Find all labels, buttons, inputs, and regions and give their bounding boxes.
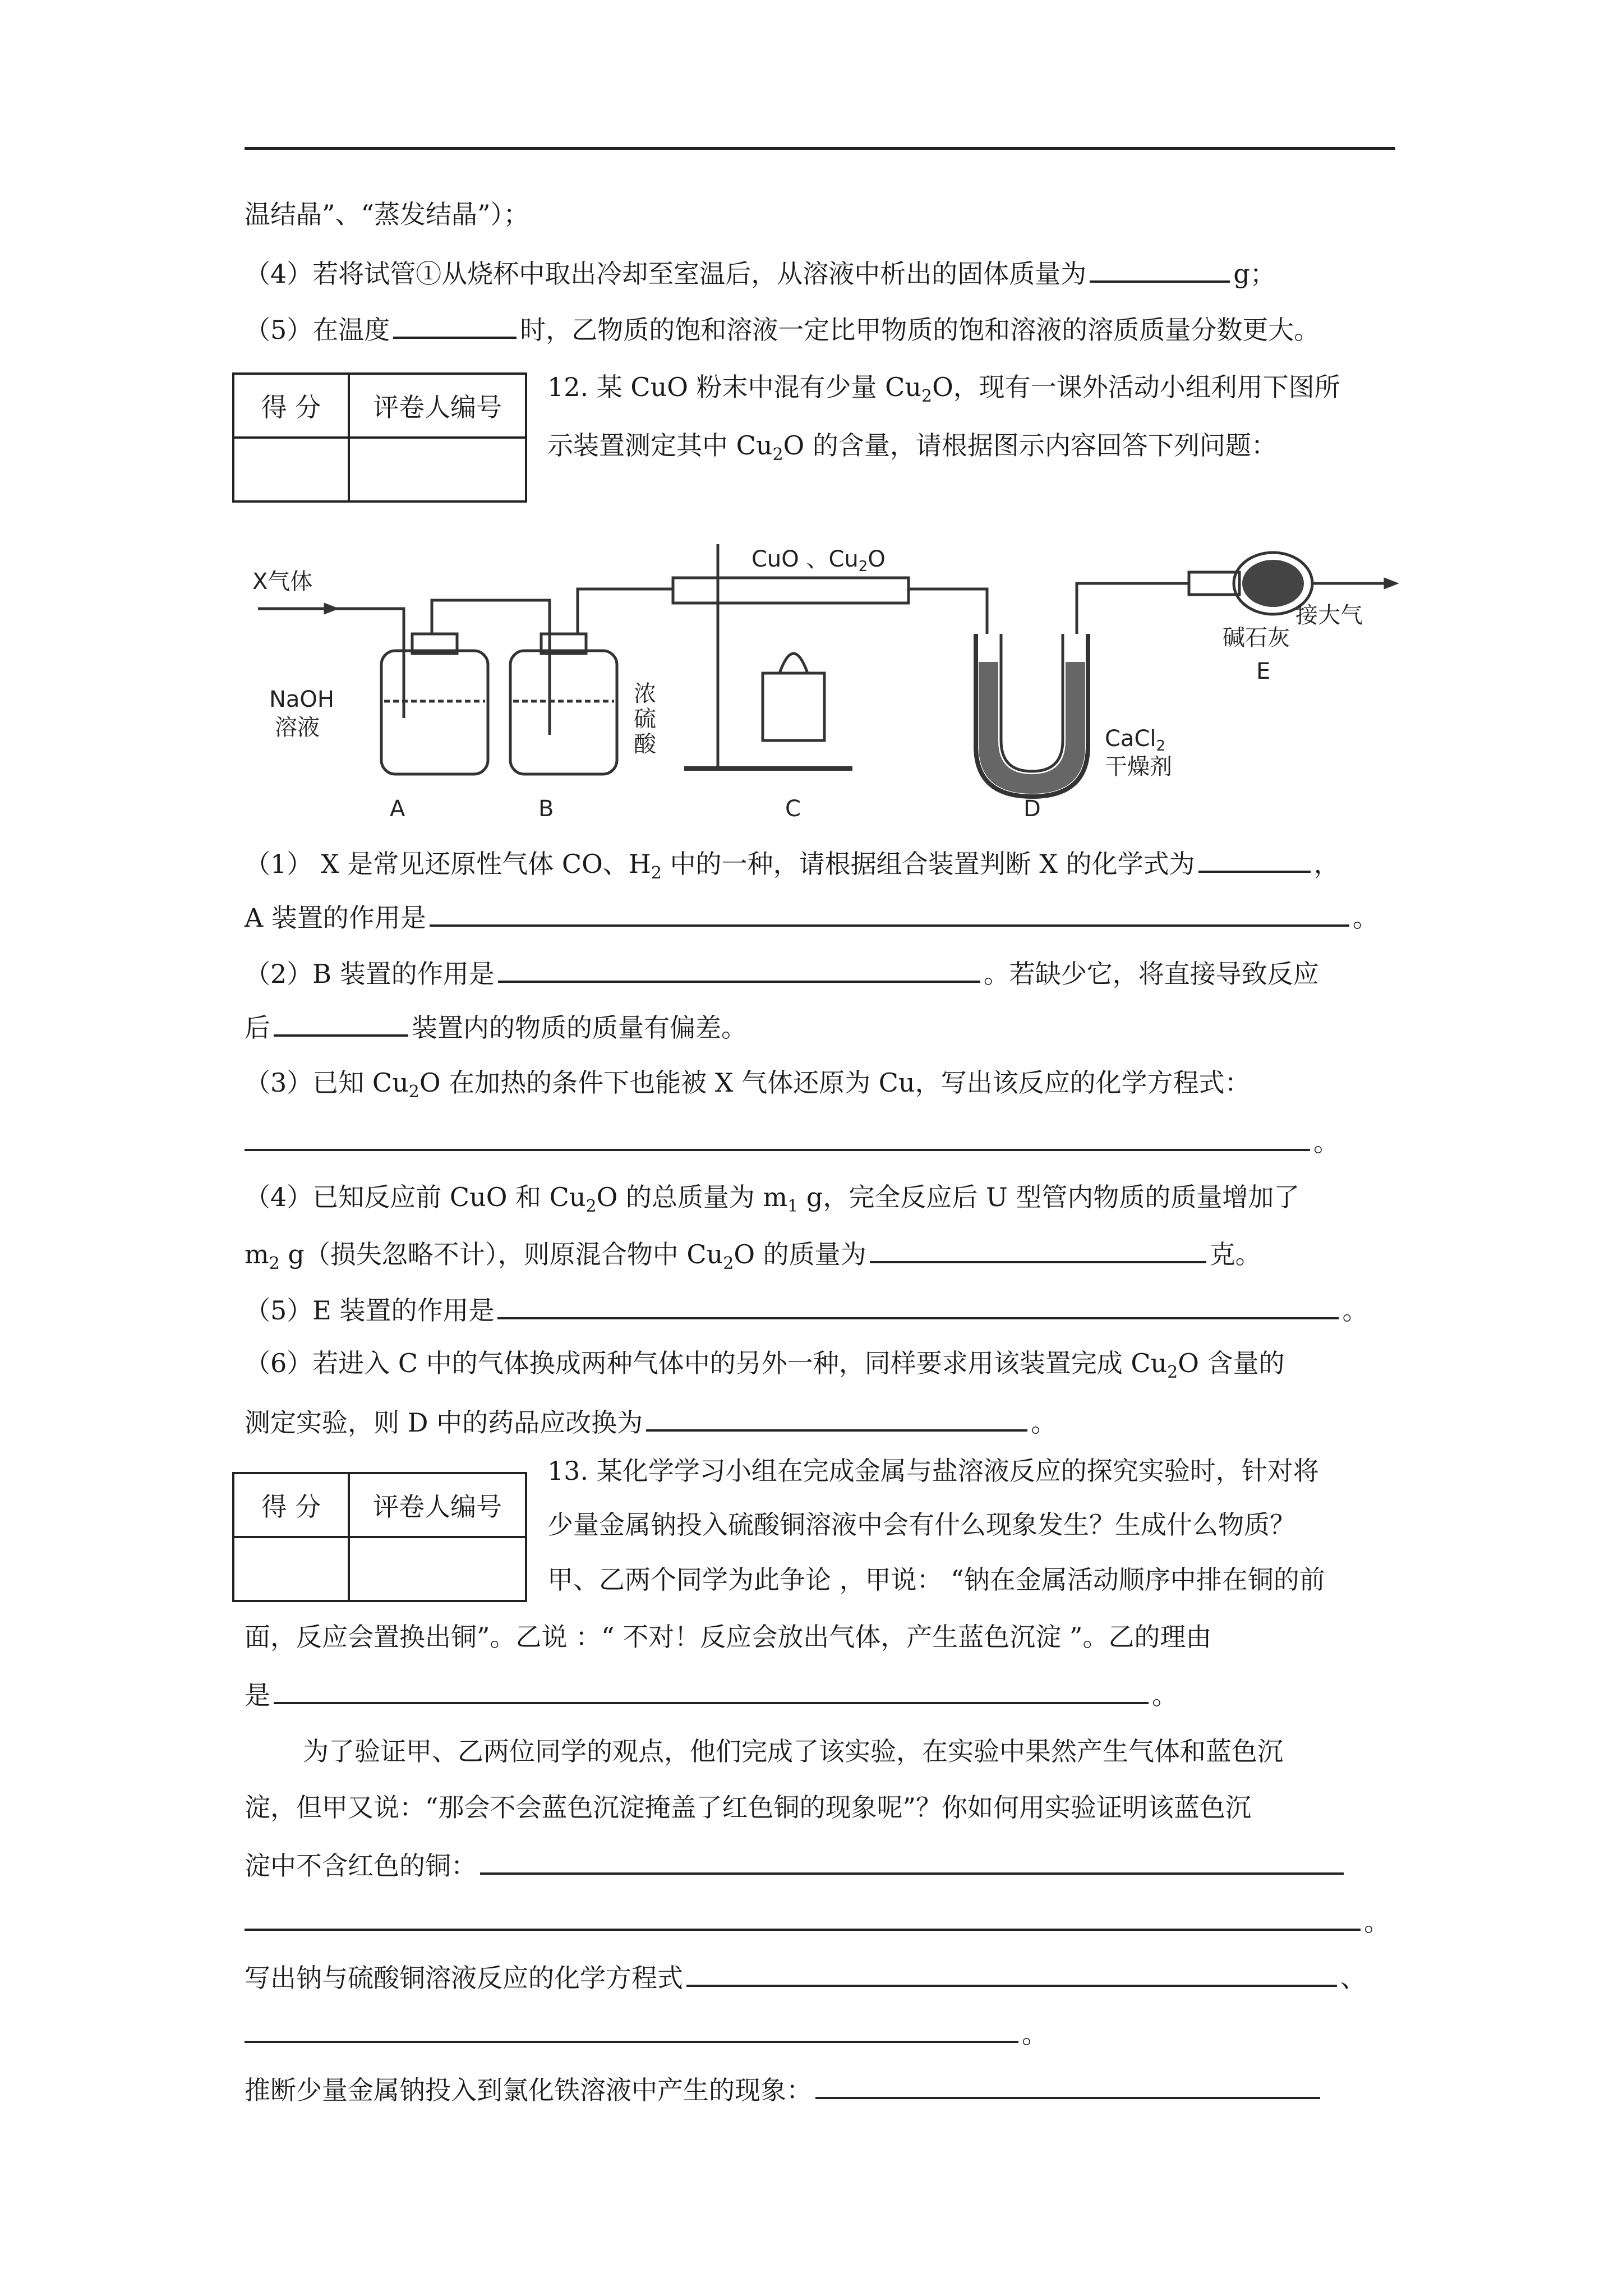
naoh-label-2: 溶液 — [275, 715, 320, 740]
gas-label: X气体 — [252, 569, 313, 595]
answer-blank[interactable] — [1198, 844, 1311, 873]
bottle-a — [381, 651, 488, 774]
grader-cell[interactable] — [349, 438, 526, 501]
q12-part-3: （3）已知 $Cu_2O$ 在加热的条件下也能被 X 气体还原为 Cu，写出该反应的化学方程式： — [245, 1068, 1251, 1102]
air-label: 接大气 — [1295, 602, 1363, 628]
label-b: B — [538, 796, 554, 822]
answer-blank[interactable] — [274, 1007, 408, 1037]
label-e: E — [1256, 659, 1271, 684]
q12-part-6b: 测定实验，则 D 中的药品应改换为 。 — [245, 1402, 1057, 1439]
q12-part-4: （4）已知反应前 CuO 和 $Cu_2O$ 的总质量为 $m_1$ g，完全反应后 U 型管内物质的质量增加了 — [245, 1182, 1300, 1217]
tube-b-out — [578, 589, 673, 634]
tube-d-out — [1077, 583, 1189, 634]
answer-blank[interactable] — [480, 1846, 1344, 1875]
text-line: （5）在温度 时，乙物质的饱和溶液一定比甲物质的饱和溶液的溶质质量分数更大。 — [245, 310, 1320, 347]
acid-label-1: 浓 — [634, 681, 656, 707]
answer-blank[interactable] — [815, 2070, 1320, 2099]
q12-part-5: （5）E 装置的作用是 。 — [245, 1290, 1368, 1327]
q13-line: 甲、乙两个同学为此争论 ，甲说： “钠在金属活动顺序中排在铜的前 — [547, 1565, 1325, 1595]
drying-tube-neck — [1189, 572, 1239, 595]
tube-a-out — [432, 600, 510, 634]
label-d: D — [1023, 796, 1041, 822]
score-cell[interactable] — [233, 1537, 349, 1601]
q13-line: 为了验证甲、乙两位同学的观点，他们完成了该实验，在实验中果然产生气体和蓝色沉 — [303, 1736, 1283, 1766]
answer-blank[interactable] — [245, 1902, 1361, 1931]
cacl2-label: CaCl$_2$ — [1105, 726, 1166, 754]
q12-part-6: （6）若进入 C 中的气体换成两种气体中的另外一种，同样要求用该装置完成 $Cu_2O$ 含量的 — [245, 1348, 1285, 1383]
q13-line: 是 。 — [245, 1675, 1178, 1712]
q13-line: 。 — [245, 1902, 1390, 1939]
grader-cell[interactable] — [349, 1537, 526, 1601]
bottle-b — [510, 651, 617, 774]
answer-blank[interactable] — [686, 1958, 1337, 1987]
burner — [763, 673, 824, 740]
solid-label: CuO 、$Cu_2O$ — [751, 546, 886, 575]
score-box — [232, 372, 527, 503]
question-12-intro: 示装置测定其中 $Cu_2O$ 的含量，请根据图示内容回答下列问题： — [547, 430, 1277, 465]
answer-blank[interactable] — [1090, 254, 1230, 283]
tube-b-in — [510, 600, 550, 735]
acid-label-2: 硫 — [634, 706, 656, 732]
score-header: 得 分 — [233, 1473, 349, 1537]
q12-part-4b: $m_2$ g（损失忽略不计），则原混合物中 $Cu_2O$ 的质量为 克。 — [245, 1234, 1261, 1281]
answer-blank[interactable] — [870, 1234, 1206, 1263]
q13-line: 13. 某化学学习小组在完成金属与盐溶液反应的探究实验时，针对将 — [547, 1456, 1319, 1486]
q13-line: 。 — [245, 2014, 1048, 2051]
tube-c-out — [909, 589, 987, 634]
score-box — [232, 1472, 527, 1602]
text-line: （4）若将试管①从烧杯中取出冷却至室温后，从溶液中析出的固体质量为 g； — [245, 254, 1276, 291]
q12-part-2b: 后 装置内的物质的质量有偏差。 — [245, 1007, 747, 1045]
q13-line: 淀，但甲又说：“那会不会蓝色沉淀掩盖了红色铜的现象呢”？你如何用实验证明该蓝色沉 — [245, 1792, 1252, 1823]
question-12-intro: 12. 某 CuO 粉末中混有少量 $Cu_2O$，现有一课外活动小组利用下图所 — [547, 372, 1340, 407]
grader-header: 评卷人编号 — [349, 1473, 526, 1537]
answer-blank[interactable] — [430, 898, 1349, 927]
q13-line: 写出钠与硫酸铜溶液反应的化学方程式 、 — [245, 1958, 1366, 1995]
answer-blank[interactable] — [245, 2014, 1018, 2043]
header-rule — [245, 147, 1395, 150]
u-tube-fill — [979, 662, 1085, 794]
q13-line: 少量金属钠投入硫酸铜溶液中会有什么现象发生？生成什么物质？ — [547, 1510, 1295, 1540]
arrow-head — [325, 605, 335, 613]
answer-blank[interactable] — [393, 310, 517, 339]
label-c: C — [785, 796, 801, 822]
answer-blank[interactable] — [245, 1122, 1310, 1151]
acid-label-3: 酸 — [634, 731, 656, 757]
answer-blank[interactable] — [498, 954, 980, 983]
flame — [780, 654, 808, 673]
q13-line: 淀中不含红色的铜： — [245, 1846, 1347, 1883]
q12-part-3b: 。 — [245, 1122, 1339, 1159]
naoh-label: NaOH — [269, 687, 334, 712]
soda-lime-label: 碱石灰 — [1223, 625, 1290, 651]
q12-part-1: （1） X 是常见还原性气体 CO、$H_2$ 中的一种，请根据组合装置判断 X 的化学式为 ， — [245, 844, 1340, 890]
q12-part-1b: A 装置的作用是 。 — [245, 898, 1378, 935]
combustion-tube — [673, 578, 909, 603]
q13-line: 面，反应会置换出铜”。乙说 ：“ 不对！反应会放出气体，产生蓝色沉淀 ”。乙的理由 — [245, 1622, 1212, 1652]
grader-header: 评卷人编号 — [349, 374, 526, 438]
dryer-label: 干燥剂 — [1105, 754, 1172, 780]
text-line: 温结晶”、“蒸发结晶”）； — [245, 199, 529, 229]
answer-blank[interactable] — [646, 1402, 1027, 1432]
score-header: 得 分 — [233, 374, 349, 438]
soda-lime-fill — [1242, 560, 1304, 607]
q13-line: 推断少量金属钠投入到氯化铁溶液中产生的现象： — [245, 2070, 1324, 2107]
answer-blank[interactable] — [497, 1290, 1339, 1319]
answer-blank[interactable] — [274, 1675, 1149, 1704]
score-cell[interactable] — [233, 438, 349, 501]
apparatus-diagram — [247, 533, 1413, 825]
q12-part-2: （2）B 装置的作用是 。若缺少它，将直接导致反应 — [245, 954, 1319, 991]
label-a: A — [390, 796, 405, 822]
